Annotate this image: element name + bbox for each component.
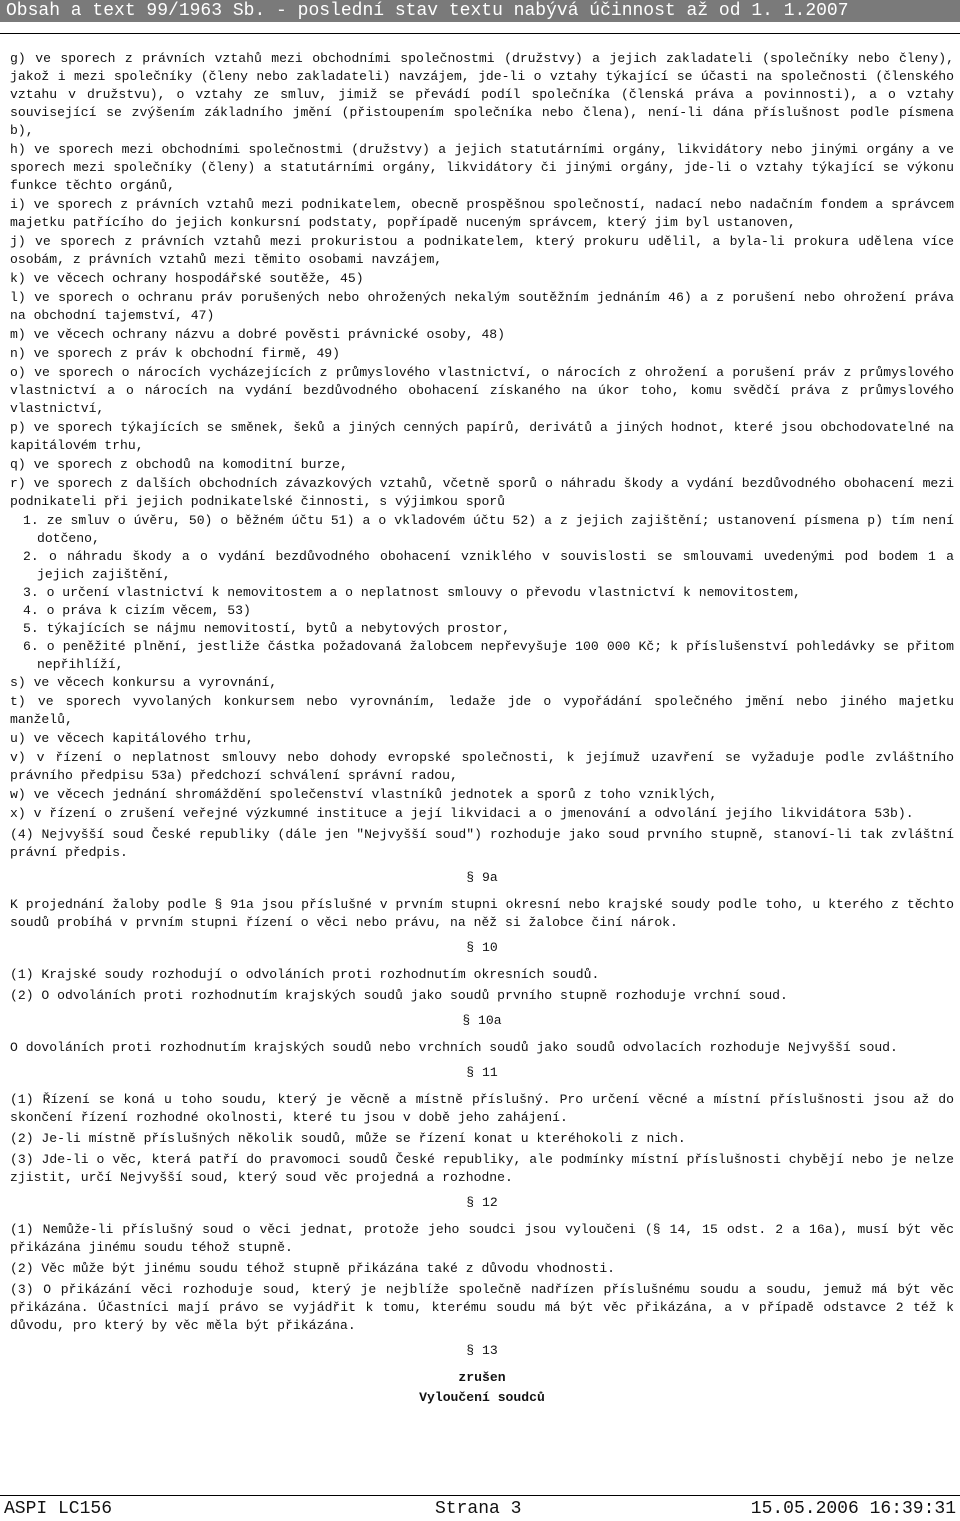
list-item: 3. o určení vlastnictví k nemovitostem a o neplatnost smlouvy o převodu vlastnictví k nemovitostem, bbox=[23, 585, 801, 600]
paragraph: (2) O odvoláních proti rozhodnutím krajských soudů jako soudů prvního stupně rozhoduje vrchní soud. bbox=[10, 988, 788, 1003]
paragraph: s) ve věcech konkursu a vyrovnání, bbox=[10, 675, 278, 690]
paragraph: q) ve sporech z obchodů na komoditní burze, bbox=[10, 457, 348, 472]
paragraph: l) ve sporech o ochranu práv porušených nebo ohrožených nekalým soutěžním jednáním 46) a z porušení nebo ohrožení práva na obchodní tajemství, 47) bbox=[10, 290, 954, 323]
header-rule bbox=[0, 33, 960, 34]
paragraph: O dovoláních proti rozhodnutím krajských soudů nebo vrchních soudů jako soudů odvolacích rozhoduje Nejvyšší soud. bbox=[10, 1040, 898, 1055]
document-title: Obsah a text 99/1963 Sb. - poslední stav textu nabývá účinnost až od 1. 1.2007 bbox=[6, 1, 849, 21]
paragraph: p) ve sporech týkajících se směnek, šeků a jiných cenných papírů, derivátů a jiných hodnot, které jsou obchodovatelné na kapitálovém trhu, bbox=[10, 420, 954, 453]
document-title-bar bbox=[0, 0, 960, 22]
paragraph: t) ve sporech vyvolaných konkursem nebo vyrovnáním, ledaže jde o vypořádání společného jmění nebo jiného majetku manželů, bbox=[10, 694, 954, 727]
paragraph: k) ve věcech ochrany hospodářské soutěže, 45) bbox=[10, 271, 364, 286]
paragraph: K projednání žaloby podle § 91a jsou příslušné v prvním stupni okresní nebo krajské soudy podle toho, u kterého z těchto soudů probíhá v prvním stupni řízení o věci nebo právu, na něž si žalobce činí nárok. bbox=[10, 897, 954, 930]
paragraph: (3) O přikázání věci rozhoduje soud, který je nejblíže společně nadřízen příslušnému soudu a soudu, jemuž má být věc přikázána. Účastníci mají právo se vyjádřit k tomu, kterému soudu má být věc přikázána, a v případě odstavce 2 též k důvodu, pro který by věc měla být přikázána. bbox=[10, 1282, 954, 1333]
section-heading: zrušen bbox=[458, 1370, 506, 1385]
section-heading: § 10 bbox=[466, 940, 498, 955]
paragraph: (1) Krajské soudy rozhodují o odvoláních proti rozhodnutím okresních soudů. bbox=[10, 967, 600, 982]
section-heading: Vyloučení soudců bbox=[419, 1390, 545, 1405]
section-heading: § 13 bbox=[466, 1343, 498, 1358]
paragraph: (2) Je-li místně příslušných několik soudů, může se řízení konat u kteréhokoli z nich. bbox=[10, 1131, 686, 1146]
paragraph: g) ve sporech z právních vztahů mezi obchodními společnostmi (družstvy) a jejich zakladateli (společníky nebo členy), jakož i mezi společníky (členy nebo zakladateli) navzájem, jde-li o vztahy týkající se účasti na společnosti (členského vztahu v družstvu), o vztahy ze smluv, jimiž se převádí podíl společníka (členská práva a povinnosti), a o vztahy související se zvýšením základního jmění (přistoupením společníka nebo člena), není-li dána příslušnost podle písmena b), bbox=[10, 51, 954, 138]
footer-timestamp: 15.05.2006 16:39:31 bbox=[750, 1499, 956, 1519]
section-heading: § 9a bbox=[466, 870, 498, 885]
paragraph: (2) Věc může být jinému soudu téhož stupně přikázána také z důvodu vhodnosti. bbox=[10, 1261, 616, 1276]
paragraph: h) ve sporech mezi obchodními společnostmi (družstvy) a jejich statutárními orgány, likvidátory nebo jinými orgány a ve sporech mezi společníky (členy) a statutárními orgány, likvidátory či jinými orgány, jde-li o vztahy týkající se výkonu funkce těchto orgánů, bbox=[10, 142, 954, 193]
footer-page-number: Strana 3 bbox=[435, 1499, 522, 1519]
section-heading: § 12 bbox=[466, 1195, 498, 1210]
list-item: 5. týkajících se nájmu nemovitostí, bytů a nebytových prostor, bbox=[23, 621, 511, 636]
paragraph: i) ve sporech z právních vztahů mezi podnikatelem, obecně prospěšnou společností, nadací nebo nadačním fondem a správcem majetku patřícího do jejich konkursní podstaty, popřípadě nuceným správcem, který jim byl ustanoven, bbox=[10, 197, 954, 230]
paragraph: (1) Nemůže-li příslušný soud o věci jednat, protože jeho soudci jsou vyloučeni (§ 14, 15 odst. 2 a 16a), musí být věc přikázána jinému soudu téhož stupně. bbox=[10, 1222, 954, 1255]
footer-rule bbox=[0, 1495, 960, 1496]
paragraph: m) ve věcech ochrany názvu a dobré pověsti právnické osoby, 48) bbox=[10, 327, 506, 342]
paragraph: r) ve sporech z dalších obchodních závazkových vztahů, včetně sporů o náhradu škody a vydání bezdůvodného obohacení mezi podnikateli při jejich podnikatelské činnosti, s výjimkou sporů bbox=[10, 476, 954, 509]
paragraph: (4) Nejvyšší soud České republiky (dále jen "Nejvyšší soud") rozhoduje jako soud prvního stupně, stanoví-li tak zvláštní právní předpis. bbox=[10, 827, 954, 860]
document-body bbox=[10, 50, 954, 1409]
list-item: 1. ze smluv o úvěru, 50) o běžném účtu 51) a o vkladovém účtu 52) a z jejich zajištění; ustanovení písmena p) tím není dotčeno, bbox=[23, 513, 954, 546]
list-item: 4. o práva k cizím věcem, 53) bbox=[23, 603, 251, 618]
list-item: 6. o peněžité plnění, jestliže částka požadovaná žalobcem nepřevyšuje 100 000 Kč; k příslušenství pohledávky se přitom nepřihlíží, bbox=[23, 639, 954, 672]
paragraph: (1) Řízení se koná u toho soudu, který je věcně a místně příslušný. Pro určení věcné a místní příslušnosti jsou až do skončení řízení rozhodné okolnosti, které tu jsou v době jeho zahájení. bbox=[10, 1092, 954, 1125]
paragraph: x) v řízení o zrušení veřejné výzkumné instituce a její likvidaci a o jmenování a odvolání jejího likvidátora 53b). bbox=[10, 806, 914, 821]
section-heading: § 10a bbox=[462, 1013, 502, 1028]
paragraph: o) ve sporech o nárocích vycházejících z průmyslového vlastnictví, o nárocích z ohrožení a porušení práv z průmyslového vlastnictví a o nárocích na vydání bezdůvodného obohacení získaného na úkor toho, komu svědčí práva z průmyslového vlastnictví, bbox=[10, 365, 954, 416]
page-footer bbox=[0, 1498, 960, 1521]
paragraph: v) v řízení o neplatnost smlouvy nebo dohody evropské společnosti, k jejímuž uzavření se vyžaduje podle zvláštního právního předpisu 53a) předchozí schválení správní radou, bbox=[10, 750, 954, 783]
list-item: 2. o náhradu škody a o vydání bezdůvodného obohacení vzniklého v souvislosti se smlouvami uvedenými pod bodem 1 a jejich zajištění, bbox=[23, 549, 954, 582]
paragraph: n) ve sporech z práv k obchodní firmě, 49) bbox=[10, 346, 341, 361]
paragraph: w) ve věcech jednání shromáždění společenství vlastníků jednotek a sporů z toho vzniklých, bbox=[10, 787, 718, 802]
paragraph: j) ve sporech z právních vztahů mezi prokuristou a podnikatelem, který prokuru udělil, a byla-li prokura udělena více osobám, z právních vztahů mezi těmito osobami navzájem, bbox=[10, 234, 954, 267]
paragraph: u) ve věcech kapitálového trhu, bbox=[10, 731, 254, 746]
footer-source: ASPI LC156 bbox=[4, 1499, 113, 1519]
section-heading: § 11 bbox=[466, 1065, 498, 1080]
paragraph: (3) Jde-li o věc, která patří do pravomoci soudů České republiky, ale podmínky místní příslušnosti chybějí nebo je nelze zjistit, určí Nejvyšší soud, který soud věc projedná a rozhodne. bbox=[10, 1152, 954, 1185]
